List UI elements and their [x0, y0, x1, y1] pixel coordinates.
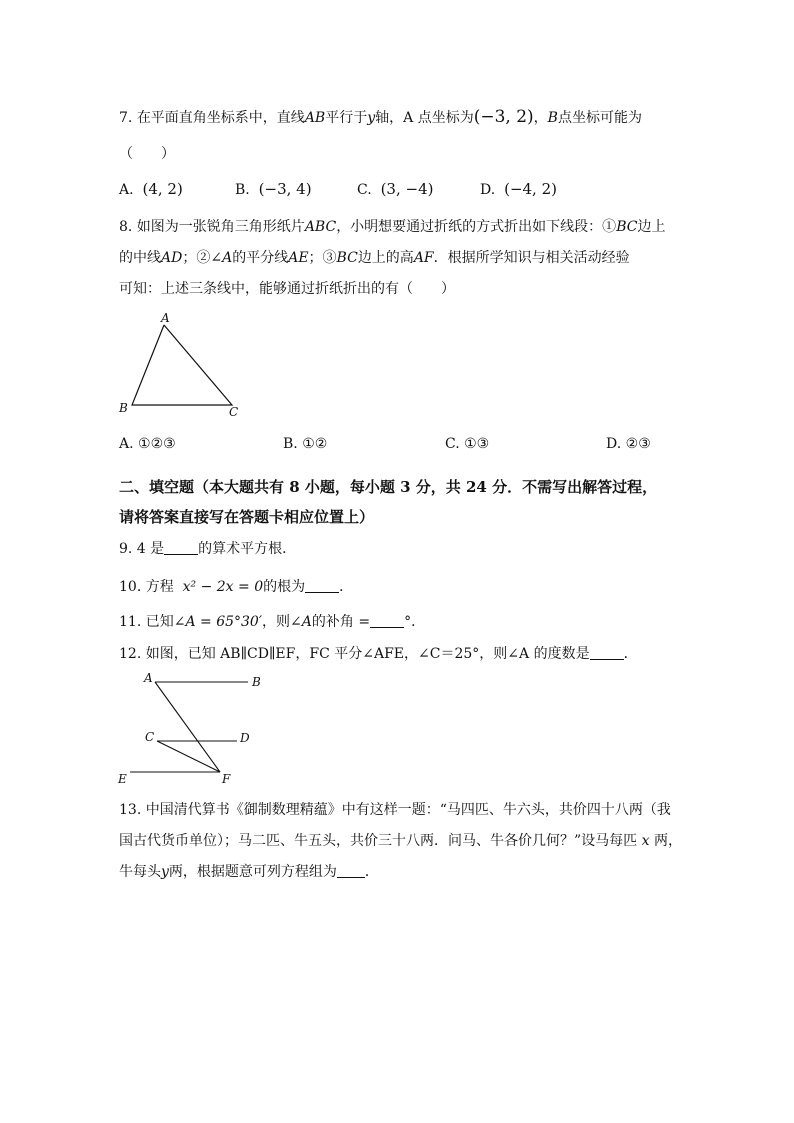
q7-option-b[interactable] — [235, 180, 312, 198]
option-value: ①③ — [464, 436, 490, 452]
segment-af — [155, 682, 220, 772]
q9-text: 的算术平方根． — [198, 541, 297, 557]
section-2-heading: 二、填空题（本大题共有 8 小题，每小题 3 分，共 24 分．不需写出解答过程， — [119, 478, 658, 496]
q8-text: ，小明想要通过折纸的方式折出如下线段：① — [336, 219, 617, 235]
label-e: E — [118, 772, 127, 786]
q13-line-1: 13. 中国清代算书《御制数理精蕴》中有这样一题：“马四匹、牛六头，共价四十八两（我 — [119, 802, 671, 818]
q7-text: 平行于 — [325, 110, 368, 126]
q7-line-ab: AB — [304, 110, 326, 126]
option-label: C. — [445, 436, 460, 452]
q7-text: 在平面直角坐标系中，直线 — [136, 110, 305, 126]
q8-text: 8. 如图为一张锐角三角形纸片 — [119, 219, 305, 235]
q8-angle-a: A — [222, 250, 233, 266]
q13-text: ． — [364, 864, 379, 880]
q13-var-y: y — [161, 864, 169, 880]
q8-text: 的中线 — [119, 250, 161, 266]
q7-point-b-label: B — [547, 110, 558, 126]
q10-text: 的根为 — [263, 579, 306, 595]
answer-blank[interactable] — [337, 863, 365, 878]
option-label: B. — [283, 436, 298, 452]
option-value: (4, 2) — [142, 180, 183, 198]
answer-blank[interactable] — [370, 613, 404, 628]
q8-text: ．根据所学知识与相关活动经验 — [433, 250, 630, 266]
option-value: (−3, 4) — [258, 180, 312, 198]
q7-text: ， — [533, 110, 548, 126]
option-label: D. — [606, 436, 622, 452]
segment-cf — [157, 741, 220, 772]
label-d: D — [240, 731, 250, 745]
option-label: C. — [357, 182, 372, 198]
q12-text: ． — [623, 646, 638, 662]
q8-segment-ad: AD — [161, 250, 183, 266]
q8-text: ；③ — [308, 250, 337, 266]
answer-blank[interactable] — [590, 645, 624, 660]
q8-text: 的平分线 — [232, 250, 289, 266]
q9 — [119, 540, 296, 558]
q7-number: 7. — [119, 110, 133, 126]
q8-option-a[interactable] — [119, 436, 176, 452]
option-label: A. — [119, 436, 134, 452]
q13-var-x: x — [641, 833, 650, 849]
q8-segment-af: AF — [413, 250, 434, 266]
q13-line-2 — [119, 832, 682, 850]
q7-answer-paren: （ ） — [119, 146, 175, 162]
q7-stem — [119, 108, 642, 127]
q11-angle: A = 65°30′ — [185, 614, 263, 630]
q13-line-3 — [119, 863, 379, 881]
vertex-label-b: B — [119, 401, 128, 415]
q13-text: 两，根据题意可列方程组为 — [168, 864, 337, 880]
q11-text: °． — [404, 614, 426, 630]
q7-point-a: (−3, 2) — [473, 107, 534, 127]
q11 — [119, 613, 425, 631]
q8-triangle-abc: ABC — [304, 219, 337, 235]
option-value: ①② — [302, 436, 328, 452]
q11-angle-a: A — [301, 614, 312, 630]
q7-axis-y: y — [367, 110, 376, 126]
q7-option-d[interactable] — [480, 180, 557, 198]
option-value: (−4, 2) — [504, 180, 557, 198]
q8-text: 边上 — [637, 219, 666, 235]
q8-segment-ae: AE — [288, 250, 309, 266]
q12-parallel-lines-figure — [112, 668, 272, 790]
q7-text: 点坐标可能为 — [557, 110, 642, 126]
q13-text: 国古代货币单位）；马二匹、牛五头，共价三十八两．问马、牛各价几何？”设马每匹 — [119, 833, 638, 849]
q8-triangle-figure — [112, 308, 252, 418]
q8-text: 边上的高 — [357, 250, 414, 266]
q13-text: 牛每头 — [119, 864, 161, 880]
q7-text: 轴，A 点坐标为 — [375, 110, 474, 126]
q12-text: 12. 如图，已知 AB∥CD∥EF，FC 平分∠AFE，∠C＝25°，则∠A 的度数是 — [119, 646, 590, 662]
q8-option-b[interactable] — [283, 436, 327, 452]
q8-line-1 — [119, 218, 665, 236]
option-label: A. — [119, 182, 134, 198]
vertex-label-a: A — [161, 311, 170, 325]
q8-line-3: 可知：上述三条线中，能够通过折纸折出的有（ ） — [119, 281, 455, 297]
q11-text: ，则∠ — [262, 614, 302, 630]
option-value: ②③ — [625, 436, 651, 452]
option-label: B. — [235, 182, 250, 198]
label-a: A — [144, 671, 153, 685]
q11-text: 11. 已知∠ — [119, 614, 186, 630]
answer-blank[interactable] — [164, 540, 198, 555]
q9-text: 9. 4 是 — [119, 541, 165, 557]
q7-option-c[interactable] — [357, 180, 433, 198]
q10 — [119, 578, 353, 596]
q7-option-a[interactable] — [119, 180, 183, 198]
vertex-label-c: C — [229, 405, 239, 418]
q10-equation: x² − 2x = 0 — [182, 579, 264, 595]
q8-text: ；②∠ — [182, 250, 223, 266]
label-f: F — [222, 772, 231, 786]
option-label: D. — [480, 182, 496, 198]
q11-text: 的补角 = — [311, 614, 371, 630]
q10-text: ． — [339, 579, 354, 595]
q8-option-c[interactable] — [445, 436, 489, 452]
label-b: B — [252, 675, 261, 689]
q10-text: 10. 方程 — [119, 579, 174, 595]
q8-line-2 — [119, 249, 630, 267]
section-2-heading-cont: 请将答案直接写在答题卡相应位置上） — [119, 508, 375, 526]
label-c: C — [145, 730, 155, 744]
answer-blank[interactable] — [305, 578, 339, 593]
q8-side-bc: BC — [336, 250, 358, 266]
q12 — [119, 645, 638, 663]
option-value: (3, −4) — [380, 180, 434, 198]
q13-text: 两， — [653, 833, 682, 849]
option-value: ①②③ — [138, 436, 176, 452]
q8-side-bc: BC — [616, 219, 638, 235]
q8-option-d[interactable] — [606, 436, 651, 452]
triangle-outline — [132, 325, 232, 405]
